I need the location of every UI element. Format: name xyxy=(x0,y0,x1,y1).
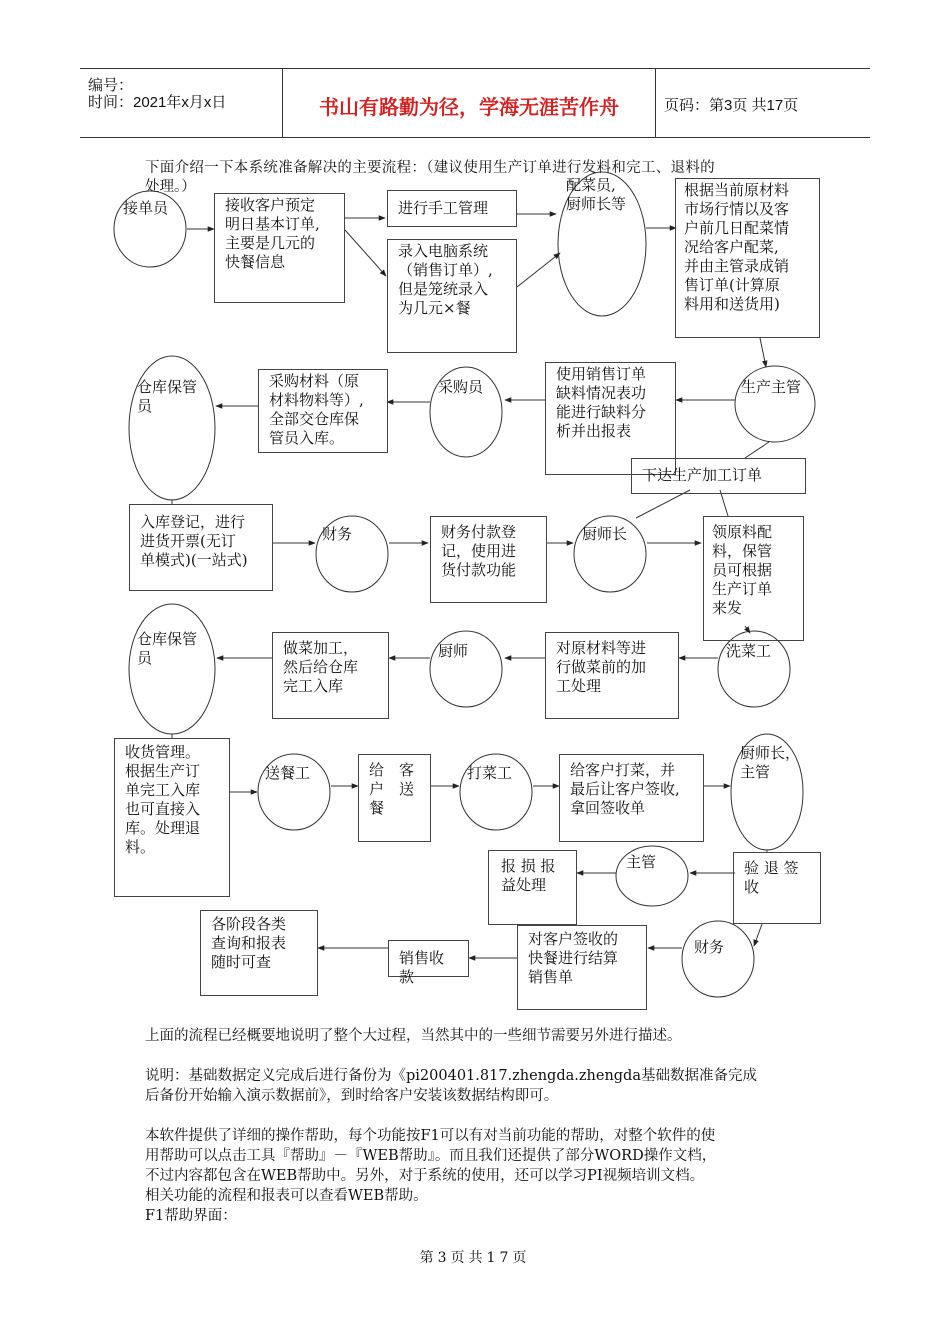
box-loss xyxy=(488,850,577,925)
label-chushizhang2-line: 主管 xyxy=(740,763,771,781)
box-shortage-line: 使用销售订单 xyxy=(556,365,647,383)
box-cook xyxy=(272,632,389,719)
box-pick-line: 领原料配 xyxy=(712,523,773,541)
label-caiwu2: 财务 xyxy=(694,938,725,956)
box-shortage-line: 析并出报表 xyxy=(556,422,632,440)
header-motto: 书山有路勤为径，学海无涯苦作舟 xyxy=(319,95,619,119)
label-peicaiyuan xyxy=(566,176,626,214)
box-enter-pc xyxy=(387,239,517,353)
box-pricing-line: 市场行情以及客 xyxy=(684,200,790,218)
box-receive-order-line: 快餐信息 xyxy=(225,253,286,271)
box-receive-goods-line: 收货管理。 xyxy=(125,743,201,761)
label-cangku1-line: 仓库保管 xyxy=(137,378,198,396)
box-pick-line: 员可根据 xyxy=(712,561,773,579)
arrow-check-to-caiwu xyxy=(754,924,762,946)
date-line: 时间：2021年x月x日 xyxy=(88,94,227,111)
box-pick-line: 生产订单 xyxy=(712,580,773,598)
box-deliver-line: 给 客 xyxy=(369,761,415,779)
number-label: 编号： xyxy=(88,77,134,94)
label-chushizhang1: 厨师长 xyxy=(582,525,628,543)
label-cangku2-line: 员 xyxy=(137,649,153,667)
label-zhuguan: 主管 xyxy=(626,853,657,871)
box-reports-line: 随时可查 xyxy=(211,953,272,971)
label-chushizhang2-line: 厨师长， xyxy=(740,744,801,762)
box-receive-goods-line: 库。处理退 xyxy=(125,819,201,837)
box-cook-line: 然后给仓库 xyxy=(283,658,359,676)
box-cook-line: 做菜加工， xyxy=(283,639,359,657)
box-receipt-line: 入库登记，进行 xyxy=(140,513,246,531)
box-pricing-line: 户前几日配菜情 xyxy=(684,219,790,237)
body-paragraph-4: F1帮助界面： xyxy=(145,1208,237,1224)
box-pricing-line: 售订单(计算原 xyxy=(684,276,780,294)
box-enter-pc-line: 但是笼统录入 xyxy=(398,280,489,298)
box-preprocess-line: 对原材料等进 xyxy=(556,639,647,657)
box-enter-pc-line: 为几元×餐 xyxy=(398,299,471,317)
label-cangku1 xyxy=(137,378,197,416)
box-serve xyxy=(559,754,704,842)
arrow-pricing-to-zhuguan xyxy=(760,338,766,367)
box-payment-line: 记，使用进 xyxy=(441,542,517,560)
label-peicaiyuan-line: 配菜员, xyxy=(566,176,616,194)
box-receive-order-line: 主要是几元的 xyxy=(225,234,316,252)
box-receive-order-line: 接收客户预定 xyxy=(225,196,316,214)
label-chushi: 厨师 xyxy=(438,642,469,660)
box-serve-line: 拿回签收单 xyxy=(570,799,646,817)
box-pricing-line: 料用和送货用) xyxy=(684,295,780,313)
box-serve-line: 给客户打菜，并 xyxy=(570,761,676,779)
box-receive-order xyxy=(214,193,345,303)
box-deliver-line: 餐 xyxy=(369,799,385,817)
box-receipt-line: 进货开票(无订 xyxy=(140,532,236,550)
box-pick-line: 料，保管 xyxy=(712,542,773,560)
body-paragraph-1: 上面的流程已经概要地说明了整个大过程，当然其中的一些细节需要另外进行描述。 xyxy=(145,1028,682,1044)
box-manual-mgmt-label: 进行手工管理 xyxy=(398,199,489,217)
box-loss-line: 报 损 报 xyxy=(501,857,556,875)
box-pricing-line: 并由主管录成销 xyxy=(684,257,790,275)
box-payment-line: 财务付款登 xyxy=(441,523,517,541)
label-xicaigong: 洗菜工 xyxy=(726,642,772,660)
box-reports xyxy=(200,910,318,996)
intro-line-2: 处理。） xyxy=(145,179,196,195)
label-cangku1-line: 员 xyxy=(137,397,153,415)
box-enter-pc-line: （销售订单）, xyxy=(398,261,493,279)
arrow-pc-to-peicai xyxy=(517,253,560,287)
box-pick-line: 来发 xyxy=(712,599,743,617)
box-check-line: 收 xyxy=(744,878,760,896)
label-chushizhang2 xyxy=(740,744,800,782)
label-jiedanyuan: 接单员 xyxy=(123,199,169,217)
body-paragraph-3-line-2: 用帮助可以点击工具『帮助』－『WEB帮助』。而且我们还提供了部分WORD操作文档， xyxy=(145,1148,717,1164)
box-receive-goods xyxy=(114,738,230,897)
box-issue-order-label: 下达生产加工订单 xyxy=(642,466,763,484)
box-settle-line: 对客户签收的 xyxy=(528,930,619,948)
body-paragraph-3-line-1: 本软件提供了详细的操作帮助，每个功能按F1可以有对当前功能的帮助，对整个软件的使 xyxy=(145,1128,716,1144)
box-sales-receipt xyxy=(388,940,469,986)
box-purchase-line: 全部交仓库保 xyxy=(269,410,360,428)
label-caiwu1: 财务 xyxy=(322,525,353,543)
box-receive-goods-line: 也可直接入 xyxy=(125,800,201,818)
box-sales-receipt-label: 销售收款 xyxy=(399,949,445,986)
arrow-receive-to-pc xyxy=(345,230,386,276)
label-cangku2-line: 仓库保管 xyxy=(137,630,198,648)
box-receive-goods-line: 料。 xyxy=(125,838,156,856)
box-receive-order-line: 明日基本订单, xyxy=(225,215,320,233)
body-paragraph-2-line-1: 说明：基础数据定义完成后进行备份为《pi200401.817.zhengda.zhengda基础数据准备完成 xyxy=(145,1068,757,1084)
box-pricing xyxy=(675,178,820,338)
body-paragraph-3-line-3: 不过内容都包含在WEB帮助中。另外，对于系统的使用，还可以学习PI视频培训文档。 xyxy=(145,1168,705,1184)
box-reports-line: 各阶段各类 xyxy=(211,915,287,933)
box-purchase-line: 管员入库。 xyxy=(269,429,345,447)
label-peicaiyuan-line: 厨师长等 xyxy=(566,195,627,213)
header-page-info: 页码：第3页 共17页 xyxy=(664,97,799,114)
box-loss-line: 益处理 xyxy=(501,876,547,894)
box-reports-line: 查询和报表 xyxy=(211,934,287,952)
box-pricing-line: 根据当前原材料 xyxy=(684,181,790,199)
box-cook-line: 完工入库 xyxy=(283,677,344,695)
box-purchase-line: 材料物料等）, xyxy=(269,391,364,409)
ellipse-cangku2 xyxy=(129,604,215,734)
line-zhuguan-to-issue xyxy=(745,442,769,458)
label-shengchanzhuguan: 生产主管 xyxy=(741,378,802,396)
box-enter-pc-line: 录入电脑系统 xyxy=(398,242,489,260)
label-dacaigong: 打菜工 xyxy=(467,764,513,782)
box-settle-line: 快餐进行结算 xyxy=(528,949,619,967)
body-paragraph-2-line-2: 后备份开始输入演示数据前》，到时给客户安装该数据结构即可。 xyxy=(145,1088,559,1104)
box-manual-mgmt xyxy=(387,190,517,227)
box-serve-line: 最后让客户签收, xyxy=(570,780,680,798)
box-deliver-line: 户 送 xyxy=(369,780,415,798)
box-preprocess xyxy=(545,632,679,719)
box-settle-line: 销售单 xyxy=(528,968,574,986)
box-pick-material xyxy=(703,516,804,641)
label-caigouyuan: 采购员 xyxy=(438,378,484,396)
box-shortage-line: 能进行缺料分 xyxy=(556,403,647,421)
box-receipt-register xyxy=(129,504,273,591)
page-footer: 第3页共17页 xyxy=(419,1250,531,1266)
box-check-line: 验 退 签 xyxy=(744,859,799,877)
intro-line-1: 下面介绍一下本系统准备解决的主要流程：（建议使用生产订单进行发料和完工、退料的 xyxy=(145,160,715,176)
box-receipt-line: 单模式)(一站式) xyxy=(140,551,248,569)
box-preprocess-line: 行做菜前的加 xyxy=(556,658,647,676)
label-cangku2 xyxy=(137,630,197,668)
box-purchase xyxy=(258,369,388,453)
box-preprocess-line: 工处理 xyxy=(556,677,602,695)
box-check-return xyxy=(733,852,821,924)
body-paragraph-3-line-4: 相关功能的流程和报表可以查看WEB帮助。 xyxy=(145,1188,428,1204)
box-settle xyxy=(517,925,647,1010)
box-receive-goods-line: 根据生产订 xyxy=(125,762,201,780)
box-deliver xyxy=(358,754,431,842)
box-payment xyxy=(430,516,547,603)
box-shortage-line: 缺料情况表功 xyxy=(556,384,647,402)
box-receive-goods-line: 单完工入库 xyxy=(125,781,201,799)
box-issue-order xyxy=(631,458,806,494)
label-songcangong: 送餐工 xyxy=(265,764,311,782)
line-issue-to-chushizhang xyxy=(636,490,690,518)
box-pricing-line: 况给客户配菜, xyxy=(684,238,779,256)
box-purchase-line: 采购材料（原 xyxy=(269,372,360,390)
ellipse-caiwu2 xyxy=(682,921,754,997)
box-payment-line: 货付款功能 xyxy=(441,561,517,579)
